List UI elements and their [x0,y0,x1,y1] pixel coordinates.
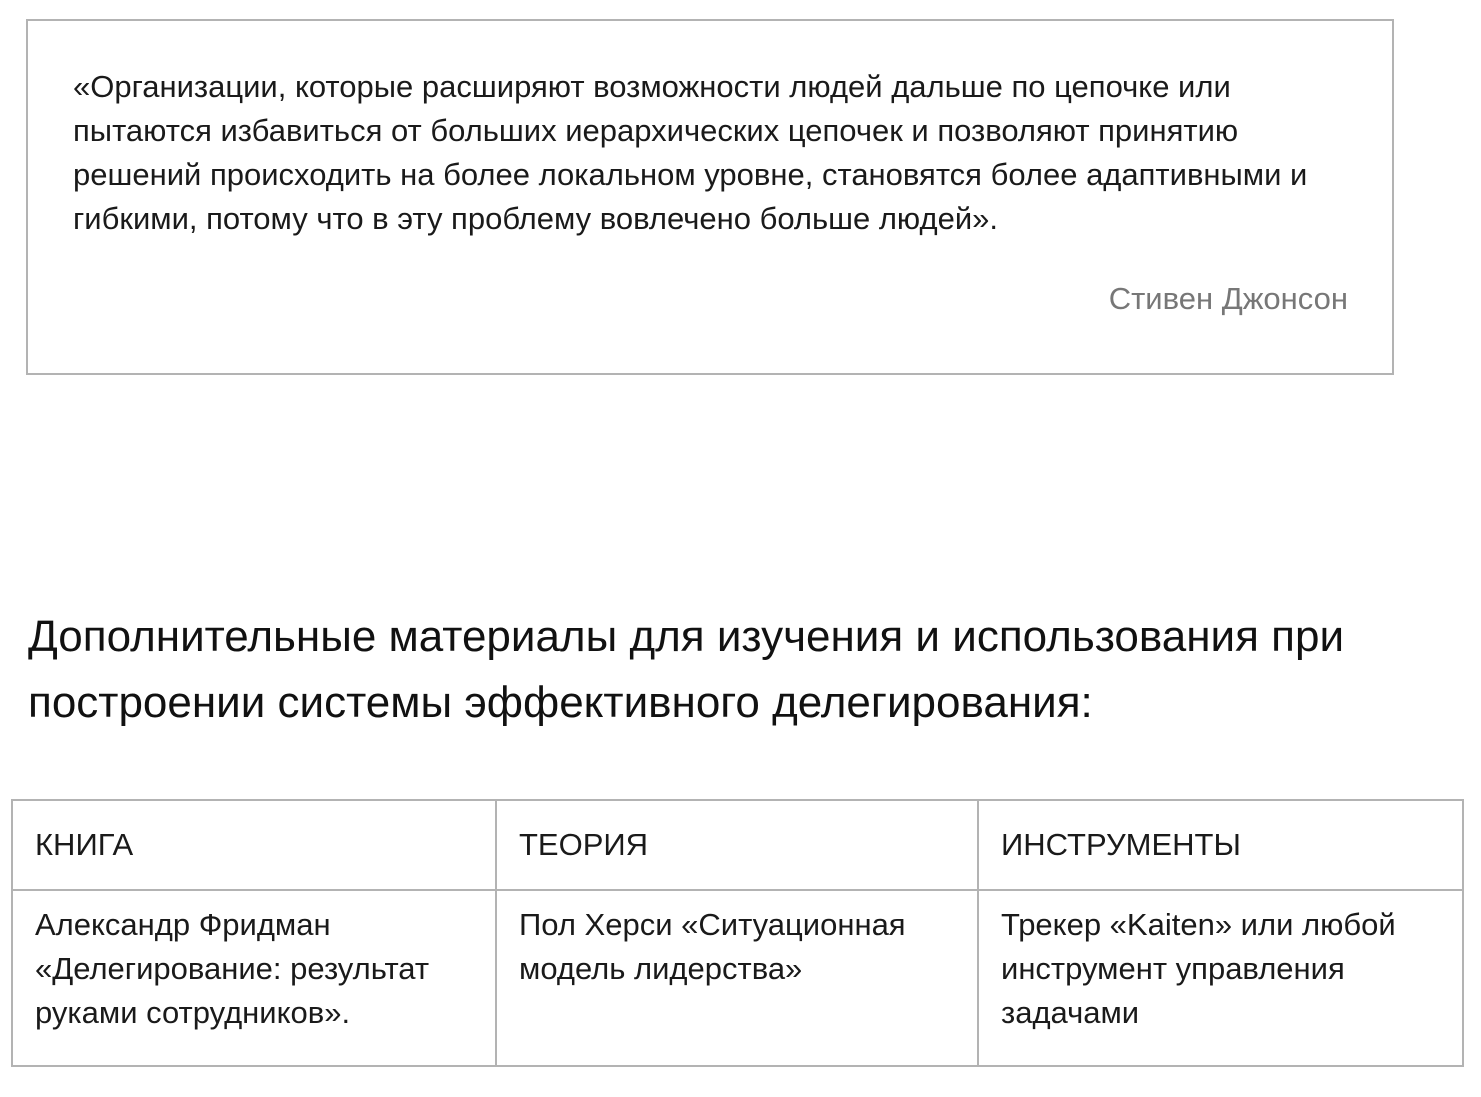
quote-text: «Организации, которые расширяют возможности людей дальше по цепочке или пытаются избавиться от больших иерархических цепочек и позволяют принятию решений происходить на более локальном уровне, становятся более адаптивными и гибкими, потому что в эту проблему вовлечено больше людей». [73,69,1308,236]
materials-table [11,799,1464,1067]
quote-block [26,19,1394,375]
table-row [12,890,1463,1066]
cell-theory: Пол Херси «Ситуационная модель лидерства» [496,890,978,1066]
cell-tools: Трекер «Kaiten» или любой инструмент управления задачами [978,890,1463,1066]
quote-author: Стивен Джонсон [1108,281,1348,316]
column-header-book: КНИГА [12,800,496,890]
column-header-theory: ТЕОРИЯ [496,800,978,890]
cell-book: Александр Фридман «Делегирование: результат руками сотрудников». [12,890,496,1066]
column-header-tools: ИНСТРУМЕНТЫ [978,800,1463,890]
table-header-row [12,800,1463,890]
section-heading: Дополнительные материалы для изучения и использования при построении системы эффективного делегирования: [28,612,1345,727]
